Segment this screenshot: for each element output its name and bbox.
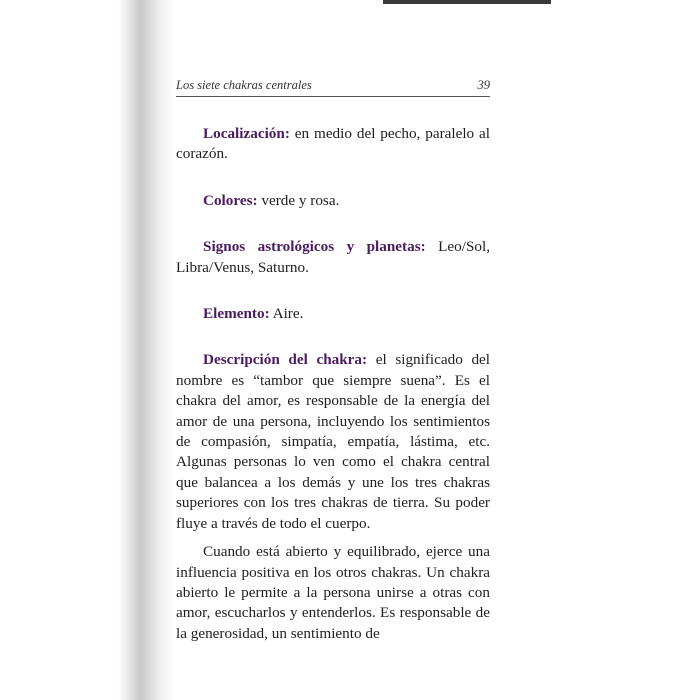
field-text: Leo/Sol, Libra/Venus, Saturno. (176, 238, 490, 276)
field-label: Colores: (203, 191, 258, 209)
body-paragraph: Cuando está abierto y equilibrado, ejerce una influencia positiva en los otros chakras. Un chakra abierto le permite a la persona unirse a otras con amor, escucharlos y entenderlos. Es responsable de la generosidad, un sentimiento de (176, 543, 490, 642)
field-text: en medio del pecho, paralelo al corazón. (176, 125, 490, 163)
field-signos-astrologicos (176, 237, 490, 278)
field-text: el significado del nombre es “tambor que siempre suena”. Es el chakra del amor, es responsable de la energía del amor de una persona, incluyendo los sentimientos de compasión, simpatía, empatía, lástima, etc. Algunas personas lo ven como el chakra central que balancea a los demás y une los tres chakras superiores con los tres chakras de tierra. Su poder fluye a través de todo el cuerpo. (176, 351, 490, 532)
field-descripcion (176, 350, 490, 534)
field-elemento (176, 304, 490, 324)
field-text: Aire. (272, 305, 304, 323)
field-colores (176, 191, 490, 211)
field-label: Localización: (203, 125, 290, 142)
field-label: Descripción del chakra: (203, 351, 368, 369)
running-header (176, 78, 490, 97)
field-text: verde y rosa. (261, 191, 340, 209)
field-label: Signos astrológicos y planetas: (203, 238, 426, 256)
book-spine-shadow (0, 0, 175, 700)
book-page (176, 0, 490, 700)
running-header-title: Los siete chakras centrales (176, 78, 312, 92)
page-body (176, 124, 490, 644)
field-label: Elemento: (203, 305, 270, 323)
page-number: 39 (477, 78, 490, 92)
field-localizacion (176, 124, 490, 165)
